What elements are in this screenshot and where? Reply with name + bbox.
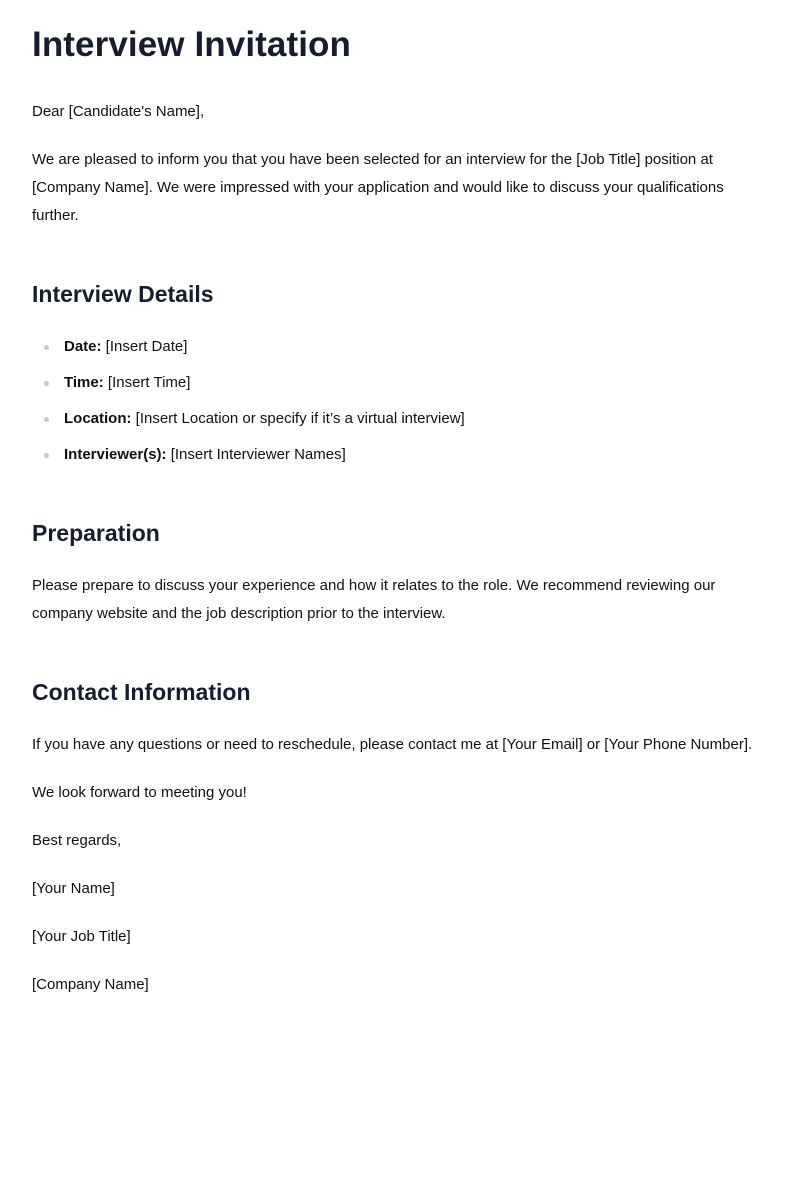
detail-value: [Insert Time] bbox=[103, 374, 191, 391]
detail-label: Time: bbox=[64, 374, 104, 391]
detail-item-location bbox=[32, 405, 768, 433]
detail-value: [Insert Location or specify if it’s a virtual interview] bbox=[131, 410, 465, 427]
greeting: Dear [Candidate's Name], bbox=[32, 103, 205, 120]
detail-label: Interviewer(s): bbox=[64, 446, 167, 463]
preparation-paragraph: Please prepare to discuss your experience and how it relates to the role. We recommend reviewing our company website and the job description prior to the interview. bbox=[32, 577, 716, 622]
bullet-icon bbox=[44, 345, 49, 350]
contact-information-heading: Contact Information bbox=[32, 679, 251, 705]
interview-details-list bbox=[32, 333, 768, 469]
detail-value: [Insert Interviewer Names] bbox=[166, 446, 346, 463]
preparation-heading: Preparation bbox=[32, 520, 160, 546]
detail-item-time bbox=[32, 369, 768, 397]
signature-job-title: [Your Job Title] bbox=[32, 928, 131, 945]
bullet-icon bbox=[44, 453, 49, 458]
detail-item-date bbox=[32, 333, 768, 361]
bullet-icon bbox=[44, 381, 49, 386]
intro-paragraph: We are pleased to inform you that you have been selected for an interview for the [Job Title] position at [Company Name]. We were impressed with your application and would like to discuss your qualifications further. bbox=[32, 151, 724, 224]
signature-name: [Your Name] bbox=[32, 880, 115, 897]
page-title: Interview Invitation bbox=[32, 25, 351, 64]
regards-line: Best regards, bbox=[32, 832, 122, 849]
detail-label: Date: bbox=[64, 338, 102, 355]
contact-paragraph: If you have any questions or need to reschedule, please contact me at [Your Email] or [Your Phone Number]. bbox=[32, 736, 753, 753]
detail-item-interviewers bbox=[32, 441, 768, 469]
detail-value: [Insert Date] bbox=[101, 338, 188, 355]
signature-company: [Company Name] bbox=[32, 976, 149, 993]
bullet-icon bbox=[44, 417, 49, 422]
detail-label: Location: bbox=[64, 410, 132, 427]
interview-details-heading: Interview Details bbox=[32, 281, 214, 307]
look-forward-line: We look forward to meeting you! bbox=[32, 784, 247, 801]
